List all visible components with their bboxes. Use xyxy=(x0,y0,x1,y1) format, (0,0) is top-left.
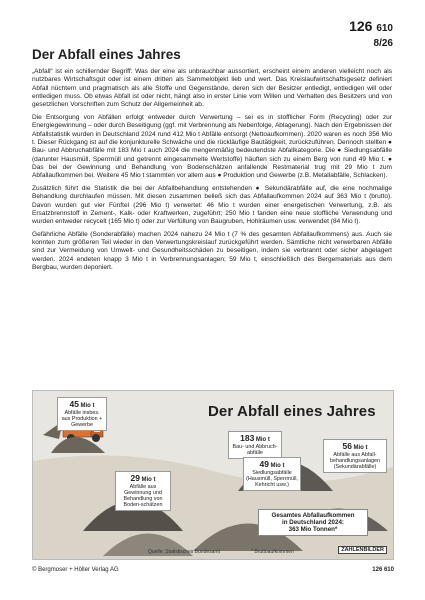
total-line-3: 363 Mio Tonnen* xyxy=(288,526,338,533)
zahlenbilder-badge: ZAHLENBILDER xyxy=(338,546,387,554)
page-title: Der Abfall eines Jahres xyxy=(32,47,181,62)
sheet-code-main: 126 xyxy=(349,18,373,34)
paragraph-intro: „Abfall“ ist ein schillernder Begriff: Was der eine als unbrauchbar aussortiert, erscheint einem anderen vielleicht noch als nutzbares Wirtschaftsgut oder ist einem dritten als Sammelobjekt lieb und wert. Das Kreislaufwirtschaftsgesetz definiert Abfall nüchtern und pragmatisch als alle Stoffe und Gegenstände, deren sich der Besitzer entledigt, entledigen will oder entledigen muss. Ob etwas Abfall ist oder nicht, hängt also in erster Linie vom Willen und Verhalten des Besitzers und von gesetzlichen Vorschriften zum Schutz der Allgemeinheit ab. xyxy=(32,68,392,109)
page-number: 8/26 xyxy=(373,38,393,49)
total-line-2: in Deutschland 2024: xyxy=(282,519,344,526)
text-municipal: Siedlungsabfälle (Hausmüll, Sperrmüll, Kehricht usw.) xyxy=(246,469,298,488)
unit-mining: Mio t xyxy=(141,477,156,483)
text-secondary: Abfälle aus Abfall-behandlungsanlagen (Sekundärabfälle) xyxy=(329,451,381,470)
value-secondary: 56 xyxy=(342,441,352,451)
label-municipal xyxy=(243,457,301,491)
unit-secondary: Mio t xyxy=(353,445,368,451)
graphic-source: Quelle: Statistisches Bundesamt xyxy=(148,549,220,555)
unit-construction: Mio t xyxy=(255,437,270,443)
total-line-1: Gesamtes Abfallaufkommen xyxy=(271,512,355,519)
text-construction: Bau- und Abbruch-abfälle xyxy=(232,443,278,456)
label-construction xyxy=(228,431,282,459)
paragraph-disposal: Die Entsorgung von Abfällen erfolgt entweder durch Verwertung – sei es in stofflicher Form (Recycling) oder zur Energiegewinnung – oder durch Beseitigung (ggf. mit Verbrennung als Nebenfolge, Ablagerung). Nach den Ergebnissen der Abfallstatistik wurden in Deutschland 2024 rund 412 Mio t Abfälle entsorgt (Nettoaufkommen). 2020 waren es noch 356 Mio t. Dieser Rückgang ist auf die konjunkturelle Schwäche und die rückläufige Bautätigkeit, zurückzuführen. Dennoch stellten ● Bau- und Abbruchabfälle mit 183 Mio t auch 2024 die mengenmäßig bedeutendste Abfallkategorie. Die ● Siedlungsabfälle (darunter Hausmüll, Sperrmüll und getrennt eingesammelte Wertstoffe) häuften sich zu einem Berg von rund 49 Mio t. ● Das bei der Gewinnung und Behandlung von Bodenschätzen anfallende Restmaterial trug mit 29 Mio t zum Abfallaufkommen bei. Weitere 45 Mio t stammten vor allem aus ● Produktion und Gewerbe (z.B. Metallabfälle, Schlacken). xyxy=(32,113,392,180)
graphic-title: Der Abfall eines Jahres xyxy=(208,403,376,420)
paragraph-secondary: Zusätzlich führt die Statistik die bei der Abfallbehandlung entstehenden ● Sekundärabfälle auf, die eine nochmalige Behandlung durchlaufen müssen. Mit diesen zusammen beließ sich das Abfallaufkommen 2024 auf 363 Mio t (brutto). Davon wurden gut vier Fünftel (296 Mio t) verwertet: 46 Mio t wurden einer energetischen Verwertung, z.B. als Ersatzbrennstoff in Zement-, Kalk- oder Kraftwerken, zugeführt; 250 Mio t fanden eine neue stoffliche Verwendung und wurden entweder recycelt (165 Mio t) oder zur Verfüllung von Baugruben, Hohlräumen usw. verwendet (84 Mio t). xyxy=(32,184,392,226)
sheet-code xyxy=(349,19,393,36)
sheet-code-sub: 610 xyxy=(376,23,393,34)
text-mining: Abfälle aus Gewinnung und Behandlung von Boden-schätzen xyxy=(123,483,163,508)
page-footer xyxy=(32,567,394,573)
value-mining: 29 xyxy=(130,473,140,483)
unit-municipal: Mio t xyxy=(270,463,285,469)
label-secondary xyxy=(323,439,387,473)
value-municipal: 49 xyxy=(259,459,269,469)
infographic xyxy=(32,390,394,560)
graphic-footnote: * Bruttoaufkommen xyxy=(251,549,294,555)
footer-code: 126 610 xyxy=(372,567,394,573)
total-box xyxy=(258,509,368,536)
label-production xyxy=(57,397,107,431)
value-construction: 183 xyxy=(240,433,255,443)
text-production: Abfälle insbes. aus Produktion + Gewerbe xyxy=(61,409,103,428)
paragraph-hazardous: Gefährliche Abfälle (Sonderabfälle) machen 2024 nahezu 24 Mio t (7 % des gesamten Abfallaufkommens) aus. Auch sie konnten zum größeren Teil wieder in den Verwertungskreislauf zurückgeführt werden. Sämtliche nicht verwerbaren Abfälle sind zur Vermeidung von Umwelt- und Gesundheitsschäden zu beseitigen, indem sie verbrannt oder sicher abgelagert werden. 2024 endeten knapp 3 Mio t in Verbrennungsanlagen; 59 Mio t, einschließlich des Bergematerials aus dem Bergbau, wurden deponiert. xyxy=(32,230,392,272)
unit-production: Mio t xyxy=(80,403,95,409)
value-production: 45 xyxy=(69,399,79,409)
label-mining xyxy=(115,471,171,511)
publisher-credit: © Bergmoser + Höller Verlag AG xyxy=(32,567,119,573)
article-body xyxy=(32,68,392,277)
